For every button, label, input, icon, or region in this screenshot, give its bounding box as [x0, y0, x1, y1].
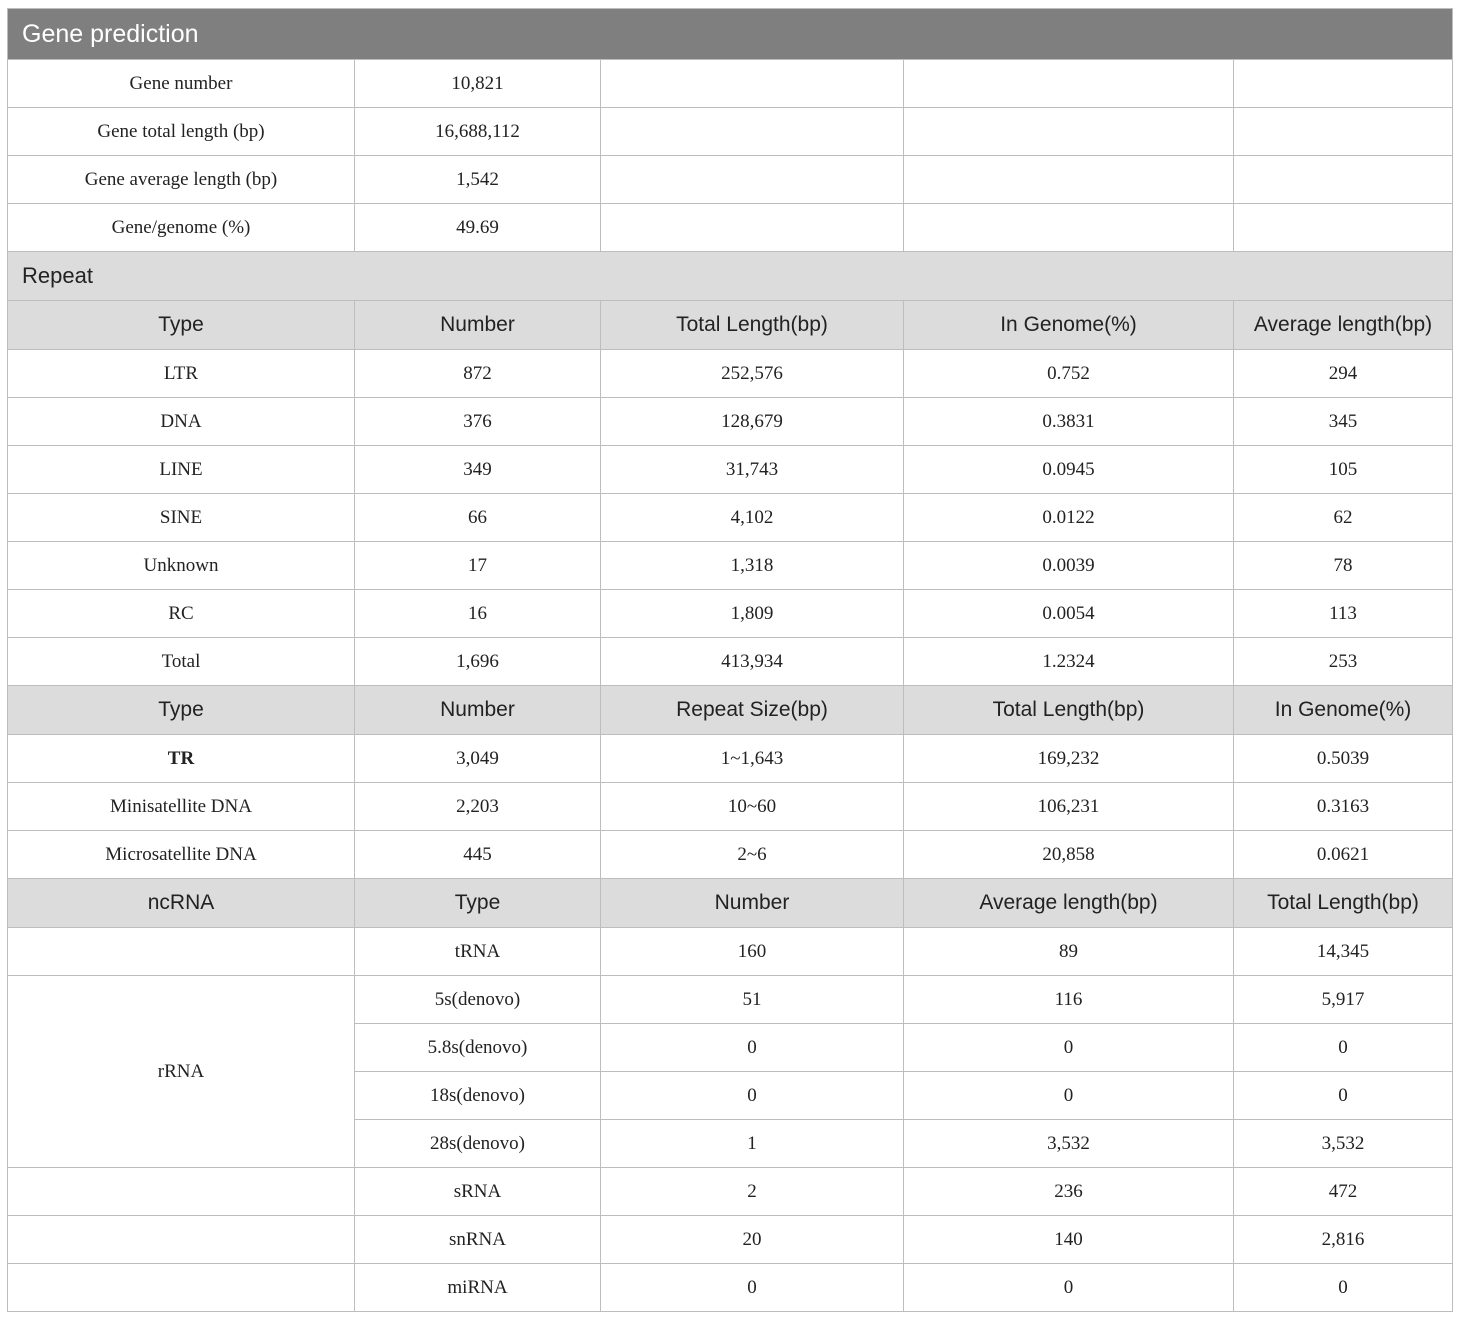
repeat-header-row [8, 301, 1453, 350]
table-cell: 0 [904, 1264, 1234, 1312]
column-header: Total Length(bp) [1234, 879, 1453, 928]
table-cell: 106,231 [904, 783, 1234, 831]
table-cell: 2,816 [1234, 1216, 1453, 1264]
table-cell: 0 [1234, 1264, 1453, 1312]
table-cell: 445 [355, 831, 601, 879]
ncrna-header-row [8, 879, 1453, 928]
repeat-section [8, 252, 1453, 301]
repeat-title: Repeat [8, 252, 1453, 301]
table-cell: 1,696 [355, 638, 601, 686]
table-row [8, 783, 1453, 831]
table-cell: 0 [1234, 1072, 1453, 1120]
table-cell: Microsatellite DNA [8, 831, 355, 879]
table-cell: 116 [904, 976, 1234, 1024]
table-row [8, 108, 1453, 156]
empty-cell [601, 204, 904, 252]
table-cell: 4,102 [601, 494, 904, 542]
empty-cell [1234, 108, 1453, 156]
column-header: Number [355, 686, 601, 735]
table-cell: miRNA [355, 1264, 601, 1312]
table-cell: 105 [1234, 446, 1453, 494]
table-cell: 349 [355, 446, 601, 494]
row-label: Gene/genome (%) [8, 204, 355, 252]
column-header: Type [8, 301, 355, 350]
table-row [8, 976, 1453, 1024]
table-cell: 16 [355, 590, 601, 638]
table-cell: 345 [1234, 398, 1453, 446]
row-value: 16,688,112 [355, 108, 601, 156]
table-cell: 10~60 [601, 783, 904, 831]
tandem-header-row [8, 686, 1453, 735]
table-cell: 472 [1234, 1168, 1453, 1216]
column-header: Number [355, 301, 601, 350]
table-cell: 1.2324 [904, 638, 1234, 686]
table-row [8, 204, 1453, 252]
table-cell: 66 [355, 494, 601, 542]
table-cell: 5.8s(denovo) [355, 1024, 601, 1072]
table-cell: Unknown [8, 542, 355, 590]
table-cell: 0.3831 [904, 398, 1234, 446]
table-cell: 253 [1234, 638, 1453, 686]
table-cell: 0 [904, 1024, 1234, 1072]
table-cell: 17 [355, 542, 601, 590]
table-row [8, 398, 1453, 446]
table-cell: 0.0621 [1234, 831, 1453, 879]
column-header: ncRNA [8, 879, 355, 928]
column-header: Repeat Size(bp) [601, 686, 904, 735]
table-cell: 1,809 [601, 590, 904, 638]
table-cell: 3,532 [904, 1120, 1234, 1168]
table-row [8, 542, 1453, 590]
genome-annotation-table [7, 8, 1453, 1312]
table-row [8, 928, 1453, 976]
table-cell: 89 [904, 928, 1234, 976]
row-label: Gene average length (bp) [8, 156, 355, 204]
table-cell: 128,679 [601, 398, 904, 446]
empty-cell [1234, 204, 1453, 252]
table-cell: snRNA [355, 1216, 601, 1264]
table-cell: Total [8, 638, 355, 686]
table-cell: 20,858 [904, 831, 1234, 879]
table-cell: 20 [601, 1216, 904, 1264]
table-cell: 413,934 [601, 638, 904, 686]
empty-cell [8, 1216, 355, 1264]
empty-cell [904, 108, 1234, 156]
table-cell: 0.0054 [904, 590, 1234, 638]
table-cell: 5s(denovo) [355, 976, 601, 1024]
table-row [8, 60, 1453, 108]
empty-cell [8, 928, 355, 976]
empty-cell [601, 60, 904, 108]
table-row [8, 494, 1453, 542]
table-cell: 0.0039 [904, 542, 1234, 590]
table-cell: 1~1,643 [601, 735, 904, 783]
row-value: 49.69 [355, 204, 601, 252]
gene-prediction-section [8, 9, 1453, 60]
table-cell: 28s(denovo) [355, 1120, 601, 1168]
table-cell: 0 [601, 1264, 904, 1312]
column-header: Total Length(bp) [904, 686, 1234, 735]
table-row [8, 735, 1453, 783]
column-header: Type [355, 879, 601, 928]
empty-cell [601, 156, 904, 204]
table-cell: TR [8, 735, 355, 783]
table-row [8, 1216, 1453, 1264]
empty-cell [8, 1168, 355, 1216]
gene-prediction-title: Gene prediction [8, 9, 1453, 60]
table-cell: DNA [8, 398, 355, 446]
table-cell: Minisatellite DNA [8, 783, 355, 831]
table-cell: SINE [8, 494, 355, 542]
table-cell: 2,203 [355, 783, 601, 831]
empty-cell [904, 156, 1234, 204]
table-cell: 5,917 [1234, 976, 1453, 1024]
table-cell: 252,576 [601, 350, 904, 398]
column-header: Type [8, 686, 355, 735]
column-header: Average length(bp) [1234, 301, 1453, 350]
table-cell: 2~6 [601, 831, 904, 879]
table-cell: 376 [355, 398, 601, 446]
table-cell: 78 [1234, 542, 1453, 590]
table-row [8, 638, 1453, 686]
rrna-group-label: rRNA [8, 976, 355, 1168]
column-header: Number [601, 879, 904, 928]
column-header: Total Length(bp) [601, 301, 904, 350]
table-cell: 31,743 [601, 446, 904, 494]
table-cell: tRNA [355, 928, 601, 976]
table-cell: 51 [601, 976, 904, 1024]
table-cell: 0.5039 [1234, 735, 1453, 783]
table-cell: 0 [601, 1024, 904, 1072]
column-header: In Genome(%) [904, 301, 1234, 350]
table-cell: 0 [1234, 1024, 1453, 1072]
table-row [8, 590, 1453, 638]
table-cell: LINE [8, 446, 355, 494]
empty-cell [904, 60, 1234, 108]
row-label: Gene total length (bp) [8, 108, 355, 156]
table-cell: 2 [601, 1168, 904, 1216]
table-cell: 1 [601, 1120, 904, 1168]
table-row [8, 350, 1453, 398]
table-cell: 0 [601, 1072, 904, 1120]
table-row [8, 1168, 1453, 1216]
table-row [8, 1264, 1453, 1312]
empty-cell [904, 204, 1234, 252]
table-cell: 0.0945 [904, 446, 1234, 494]
table-cell: 0 [904, 1072, 1234, 1120]
table-cell: 294 [1234, 350, 1453, 398]
row-label: Gene number [8, 60, 355, 108]
table-cell: 140 [904, 1216, 1234, 1264]
empty-cell [1234, 60, 1453, 108]
table-cell: 1,318 [601, 542, 904, 590]
table-cell: 0.0122 [904, 494, 1234, 542]
table-cell: 3,049 [355, 735, 601, 783]
table-cell: 160 [601, 928, 904, 976]
column-header: Average length(bp) [904, 879, 1234, 928]
table-cell: 62 [1234, 494, 1453, 542]
table-cell: 18s(denovo) [355, 1072, 601, 1120]
table-cell: 236 [904, 1168, 1234, 1216]
table-cell: 169,232 [904, 735, 1234, 783]
table-row [8, 831, 1453, 879]
table-cell: 14,345 [1234, 928, 1453, 976]
table-row [8, 156, 1453, 204]
empty-cell [8, 1264, 355, 1312]
table-cell: 0.3163 [1234, 783, 1453, 831]
table-cell: 0.752 [904, 350, 1234, 398]
row-value: 10,821 [355, 60, 601, 108]
table-cell: 113 [1234, 590, 1453, 638]
table-cell: RC [8, 590, 355, 638]
empty-cell [601, 108, 904, 156]
empty-cell [1234, 156, 1453, 204]
row-value: 1,542 [355, 156, 601, 204]
table-cell: 872 [355, 350, 601, 398]
table-cell: 3,532 [1234, 1120, 1453, 1168]
table-row [8, 446, 1453, 494]
table-cell: LTR [8, 350, 355, 398]
table-cell: sRNA [355, 1168, 601, 1216]
column-header: In Genome(%) [1234, 686, 1453, 735]
